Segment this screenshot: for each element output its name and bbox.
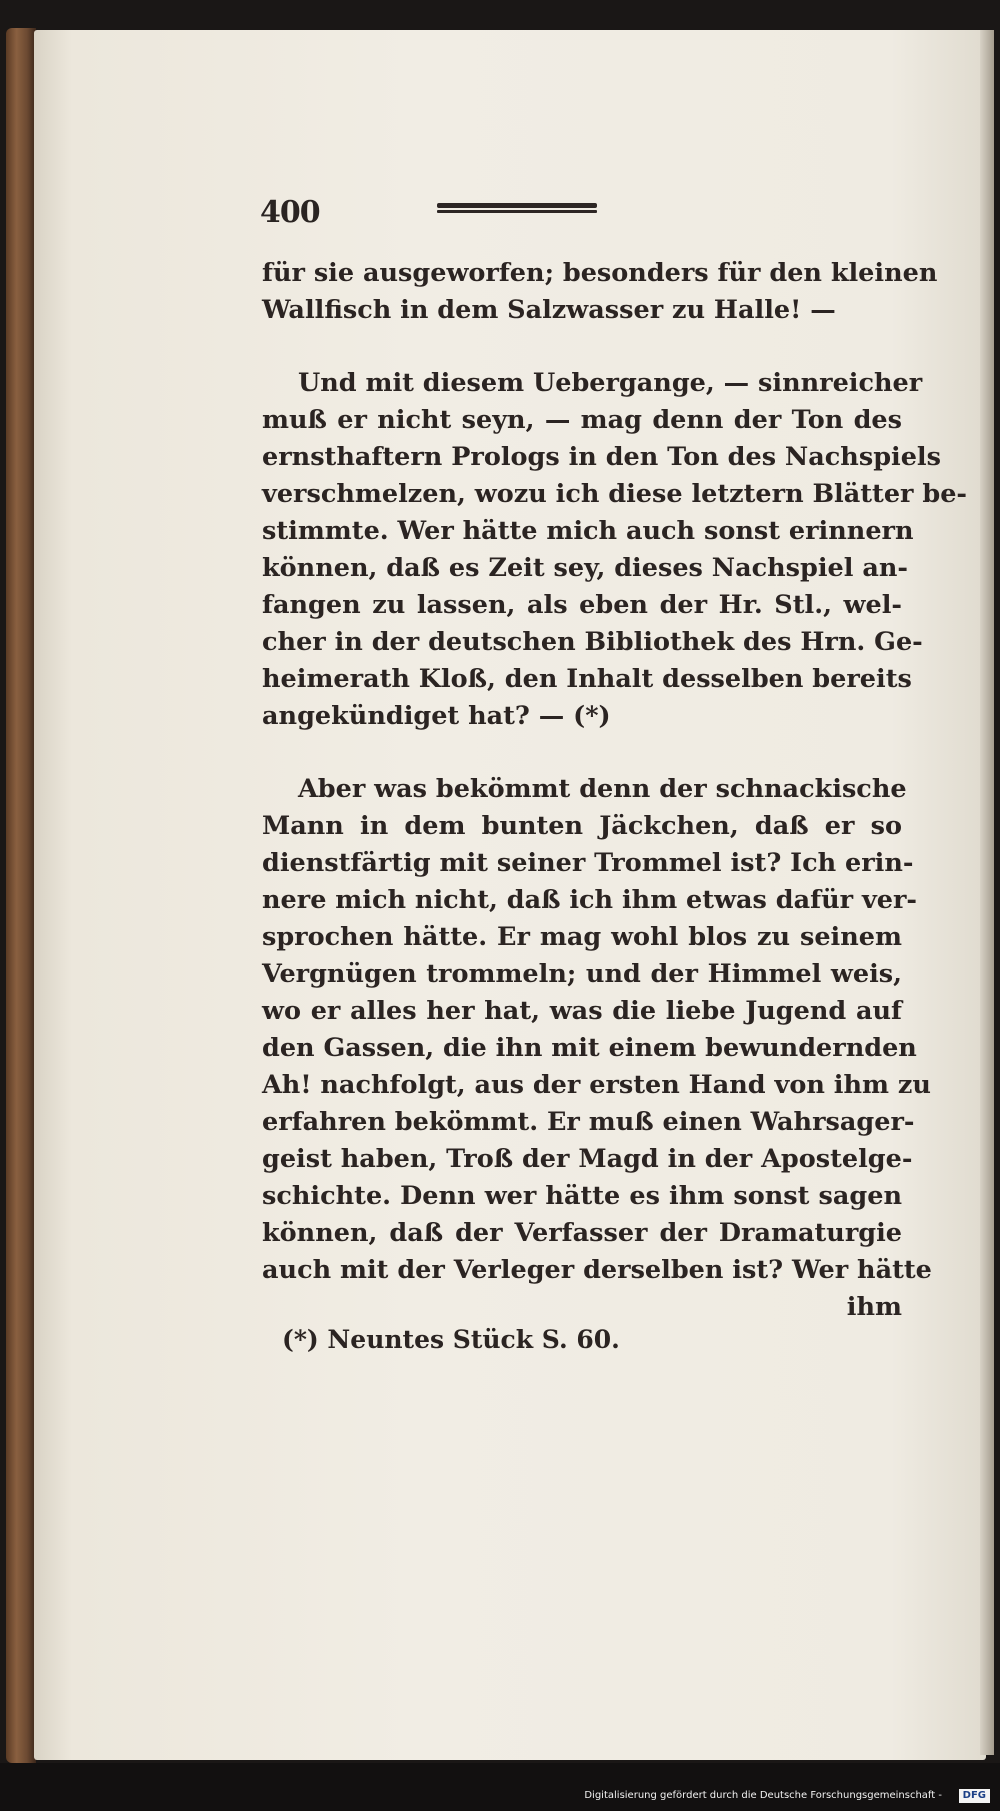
text-line: dienstfärtig mit seiner Trommel ist? Ich erin- <box>262 848 914 878</box>
page-edge <box>980 30 994 1755</box>
text-line: Vergnügen trommeln; und der Himmel weis, <box>262 959 902 989</box>
paragraph-1 <box>262 255 938 329</box>
text-line: Aber was bekömmt denn der schnackische <box>298 774 907 804</box>
text-line: nere mich nicht, daß ich ihm etwas dafür ver- <box>262 885 918 915</box>
text-line: stimmte. Wer hätte mich auch sonst erinnern <box>262 516 914 546</box>
text-line: geist haben, Troß der Magd in der Apostelge- <box>262 1144 913 1174</box>
text-line: verschmelzen, wozu ich diese letztern Blätter be- <box>262 479 967 509</box>
book-spine <box>6 28 36 1763</box>
text-line: heimerath Kloß, den Inhalt desselben bereits <box>262 664 912 694</box>
header-rule <box>437 203 607 215</box>
text-line: Mann in dem bunten Jäckchen, daß er so <box>262 811 902 841</box>
text-line: auch mit der Verleger derselben ist? Wer hätte <box>262 1255 932 1285</box>
paragraph-2 <box>262 365 967 735</box>
text-line: können, daß es Zeit sey, dieses Nachspiel an- <box>262 553 908 583</box>
text-line: schichte. Denn wer hätte es ihm sonst sagen <box>262 1181 902 1211</box>
digitization-credit: Digitalisierung gefördert durch die Deutsche Forschungsgemeinschaft - <box>584 1790 942 1801</box>
page-number: 400 <box>260 195 320 230</box>
footnote: (*) Neuntes Stück S. 60. <box>282 1325 620 1354</box>
bottom-band <box>0 1763 1000 1811</box>
text-line: erfahren bekömmt. Er muß einen Wahrsager- <box>262 1107 915 1137</box>
text-line: fangen zu lassen, als eben der Hr. Stl., wel- <box>262 590 902 620</box>
text-line: Wallfisch in dem Salzwasser zu Halle! — <box>262 295 836 325</box>
text-line: können, daß der Verfasser der Dramaturgie <box>262 1218 902 1248</box>
text-line: wo er alles her hat, was die liebe Jugend auf <box>262 996 902 1026</box>
catchword: ihm <box>846 1292 902 1322</box>
text-line: cher in der deutschen Bibliothek des Hrn. Ge- <box>262 627 923 657</box>
text-line: Und mit diesem Uebergange, — sinnreicher <box>298 368 923 398</box>
text-line: den Gassen, die ihn mit einem bewundernden <box>262 1033 917 1063</box>
dfg-logo: DFG <box>959 1789 990 1803</box>
paragraph-3 <box>262 771 932 1289</box>
text-line: für sie ausgeworfen; besonders für den kleinen <box>262 258 938 288</box>
text-line: angekündiget hat? — (*) <box>262 701 611 731</box>
text-line: Ah! nachfolgt, aus der ersten Hand von ihm zu <box>262 1070 931 1100</box>
text-line: ernsthaftern Prologs in den Ton des Nachspiels <box>262 442 941 472</box>
body-text <box>262 255 967 1326</box>
text-line: muß er nicht seyn, — mag denn der Ton des <box>262 405 902 435</box>
text-line: sprochen hätte. Er mag wohl blos zu seinem <box>262 922 902 952</box>
